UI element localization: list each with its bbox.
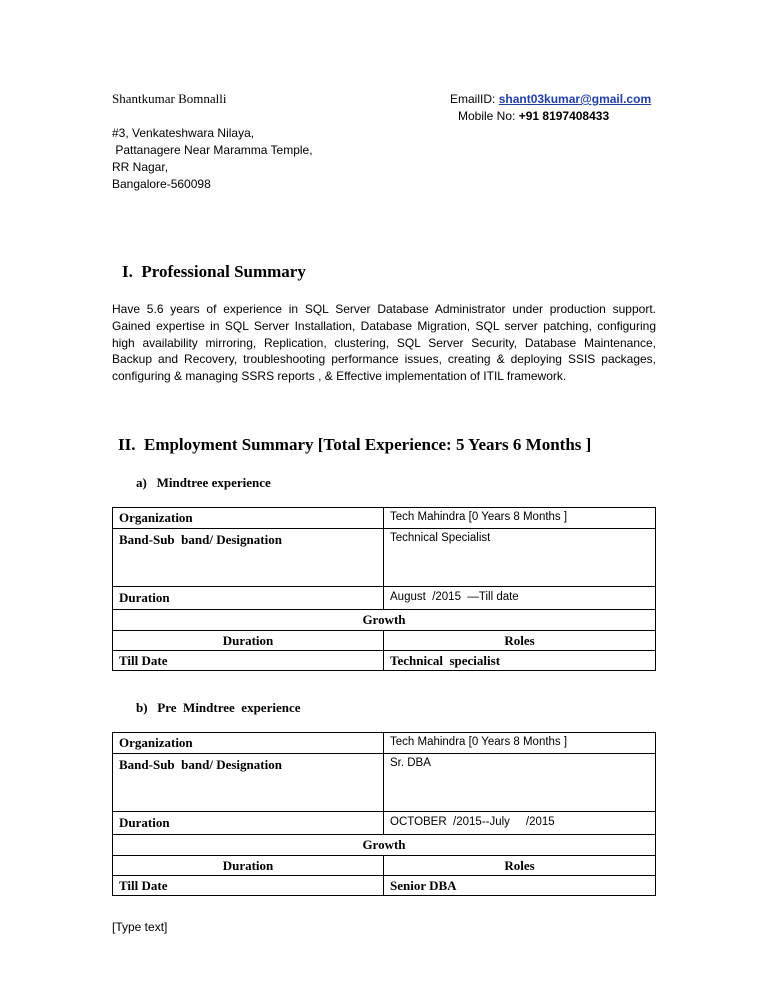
growth-label: Growth xyxy=(113,610,656,631)
table-row xyxy=(113,856,656,876)
address-line: Bangalore-560098 xyxy=(112,177,211,191)
table-row xyxy=(113,812,656,835)
table-row xyxy=(113,529,656,587)
band-label: Band-Sub band/ Designation xyxy=(113,754,384,812)
growth-duration-header: Duration xyxy=(113,631,384,651)
mobile-line xyxy=(450,108,651,125)
table-row xyxy=(113,733,656,754)
pre-mindtree-subheading: b) Pre Mindtree experience xyxy=(136,700,301,715)
band-value: Sr. DBA xyxy=(384,754,656,812)
growth-roles-header: Roles xyxy=(384,631,656,651)
duration-label: Duration xyxy=(113,587,384,610)
duration-value: August /2015 —Till date xyxy=(384,587,656,610)
table-row xyxy=(113,876,656,896)
band-label: Band-Sub band/ Designation xyxy=(113,529,384,587)
table-row xyxy=(113,754,656,812)
address-line: #3, Venkateshwara Nilaya, xyxy=(112,126,255,140)
growth-role: Senior DBA xyxy=(384,876,656,896)
org-label: Organization xyxy=(113,508,384,529)
table-row xyxy=(113,610,656,631)
employment-summary-heading: II. Employment Summary [Total Experience: 5 Years 6 Months ] xyxy=(118,435,592,454)
address-block xyxy=(112,125,313,193)
duration-label: Duration xyxy=(113,812,384,835)
table-row xyxy=(113,508,656,529)
pre-mindtree-experience-table xyxy=(112,732,656,896)
email-label: EmailID: xyxy=(450,92,499,106)
table-row xyxy=(113,835,656,856)
band-value: Technical Specialist xyxy=(384,529,656,587)
growth-roles-header: Roles xyxy=(384,856,656,876)
mobile-label: Mobile No: xyxy=(458,109,519,123)
address-line: RR Nagar, xyxy=(112,160,169,174)
org-value: Tech Mahindra [0 Years 8 Months ] xyxy=(384,733,656,754)
growth-duration-header: Duration xyxy=(113,856,384,876)
footer-placeholder: [Type text] xyxy=(112,920,168,934)
table-row xyxy=(113,587,656,610)
candidate-name: Shantkumar Bomnalli xyxy=(112,91,227,106)
growth-duration: Till Date xyxy=(113,651,384,671)
org-label: Organization xyxy=(113,733,384,754)
email-line xyxy=(450,91,651,108)
growth-role: Technical specialist xyxy=(384,651,656,671)
mindtree-subheading: a) Mindtree experience xyxy=(136,475,271,490)
mobile-number: +91 8197408433 xyxy=(518,109,610,123)
address-line: Pattanagere Near Maramma Temple, xyxy=(112,143,313,157)
growth-duration: Till Date xyxy=(113,876,384,896)
table-row xyxy=(113,631,656,651)
mindtree-experience-table xyxy=(112,507,656,671)
contact-block xyxy=(450,91,651,125)
email-link[interactable]: shant03kumar@gmail.com xyxy=(498,92,652,106)
table-row xyxy=(113,651,656,671)
duration-value: OCTOBER /2015--July /2015 xyxy=(384,812,656,835)
professional-summary-text: Have 5.6 years of experience in SQL Server Database Administrator under production support. Gained expertise in SQL Server Installation, Database Migration, SQL server patching, configuring high availability mirroring, Replication, clustering, SQL Server Security, Database Maintenance, Backup and Recovery, troubleshooting performance issues, creating & deploying SSIS packages, configuring & managing SSRS reports , & Effective implementation of ITIL framework. xyxy=(112,302,656,384)
professional-summary-heading: I. Professional Summary xyxy=(122,262,306,281)
growth-label: Growth xyxy=(113,835,656,856)
org-value: Tech Mahindra [0 Years 8 Months ] xyxy=(384,508,656,529)
